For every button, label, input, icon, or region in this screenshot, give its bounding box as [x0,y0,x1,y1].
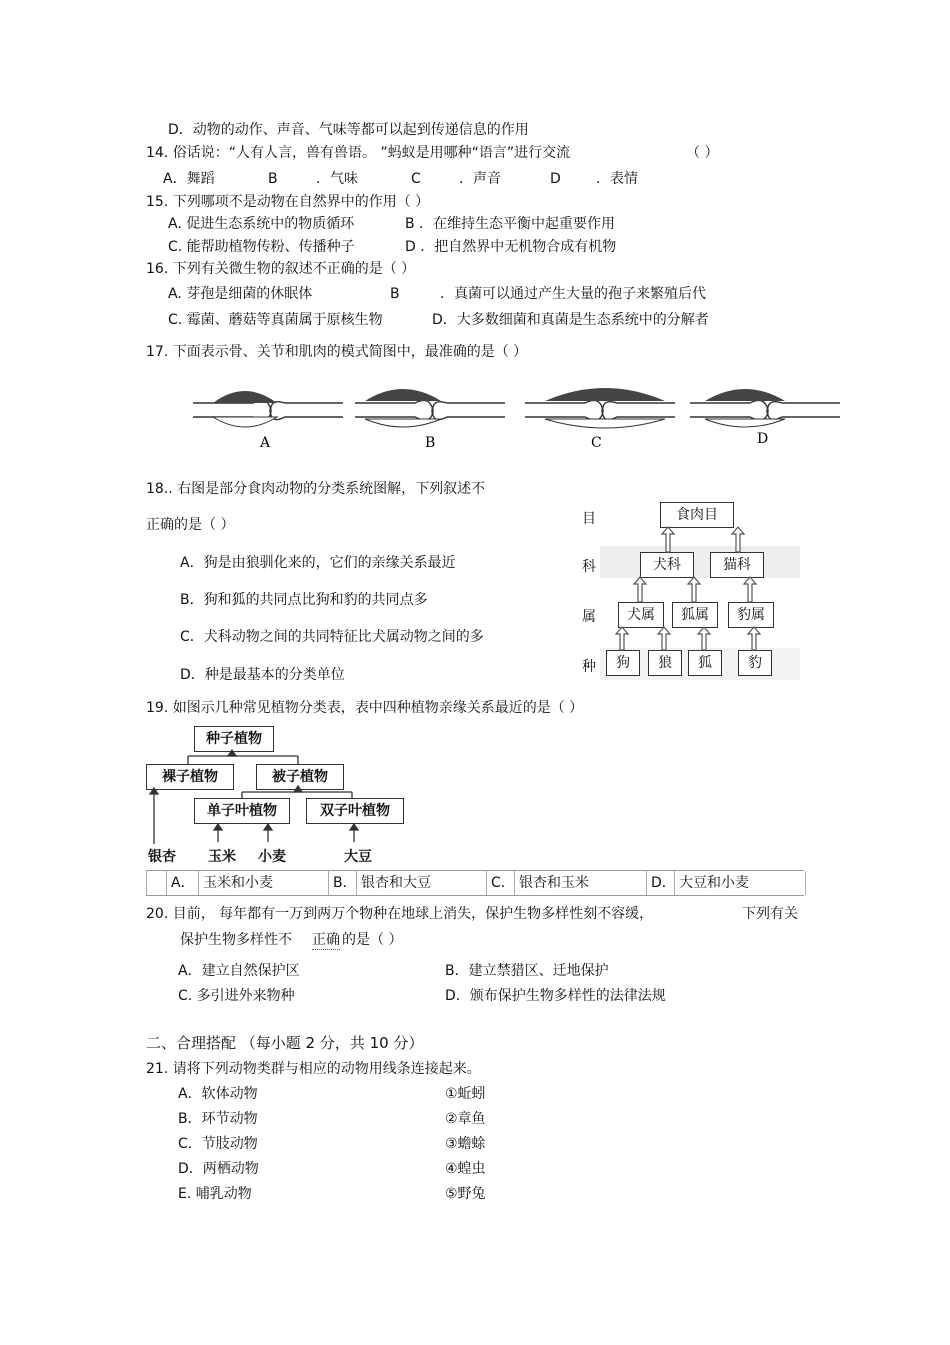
q17-diagram-a [193,391,343,451]
q18-species-dog: 狗 [606,650,640,676]
q17-diagram-b [355,389,505,451]
q18-stem-line1: 18.. 右图是部分食肉动物的分类系统图解，下列叙述不 [146,481,486,497]
q16-option-d: D．大多数细菌和真菌是生态系统中的分解者 [432,312,709,328]
q20-stem-line2a: 保护生物多样性不 [180,932,292,948]
q18-species-wolf: 狼 [648,650,682,676]
q21-left-b: B．环节动物 [178,1111,258,1127]
q21-right-1: ①蚯蚓 [445,1086,486,1102]
q17-label-c: C [591,435,602,451]
q18-stem-line2: 正确的是（ ） [146,517,235,533]
q19-option-b: 银杏和大豆 [356,871,487,895]
q16-option-a: A. 芽孢是细菌的休眠体 [168,286,313,302]
q19-plant-diagram [146,724,416,866]
q17-figure [185,375,845,455]
q21-stem: 21. 请将下列动物类群与相应的动物用线条连接起来。 [146,1061,481,1077]
q20-option-b: B．建立禁猎区、迁地保护 [445,963,609,979]
q17-label-d: D [757,431,769,447]
q19-stem: 19. 如图示几种常见植物分类表，表中四种植物亲缘关系最近的是（ ） [146,700,584,716]
q15-option-b: B ．在维持生态平衡中起重要作用 [405,216,616,232]
q19-option-c-letter: C． [486,871,519,895]
q19-box-seed-plants: 种子植物 [194,726,274,752]
q18-order-box: 食肉目 [660,502,734,528]
q19-box-monocots: 单子叶植物 [194,798,290,824]
q14-option-b: ．气味 [316,171,358,187]
q18-option-b: B．狗和狐的共同点比狗和豹的共同点多 [180,592,428,608]
q19-box-dicots: 双子叶植物 [306,798,404,824]
q19-diagram-arrows [146,724,416,866]
q19-option-c: 银杏和玉米 [514,871,647,895]
q17-stem: 17. 下面表示骨、关节和肌肉的模式简图中，最准确的是（ ） [146,344,528,360]
q18-rank-family: 科 [582,559,596,575]
q16-option-c: C. 霉菌、蘑菇等真菌属于原核生物 [168,312,383,328]
q14-option-d-letter: D [550,171,561,187]
q18-species-leopard: 豹 [738,650,772,676]
q19-option-d-letter: D． [646,871,677,895]
q18-rank-genus: 属 [582,609,596,625]
q14-option-c: ．声音 [459,171,501,187]
q16-option-b: ．真菌可以通过产生大量的孢子来繁殖后代 [440,286,706,302]
q18-family-canidae: 犬科 [640,552,694,578]
q18-genus-vulpes: 狐属 [672,602,718,628]
q15-option-a: A. 促进生态系统中的物质循环 [168,216,355,232]
q18-option-a: A．狗是由狼驯化来的，它们的亲缘关系最近 [180,555,456,571]
q19-box-gymnosperms: 裸子植物 [146,764,234,790]
q20-stem-line1: 20. 目前， 每年都有一万到两万个物种在地球上消失，保护生物多样性刻不容缓， [146,906,654,922]
q20-stem-emphasis: 正确 [312,932,340,948]
q18-rank-order: 目 [582,511,596,527]
q20-option-c: C. 多引进外来物种 [178,988,295,1004]
q21-right-3: ③蟾蜍 [445,1136,486,1152]
q19-options-row [146,870,804,896]
q19-box-angiosperms: 被子植物 [256,764,344,790]
q20-stem-line2c: 的是（ ） [342,932,403,948]
q19-plant-soybean: 大豆 [344,849,372,865]
q14-option-b-letter: B [268,171,278,187]
q19-plant-corn: 玉米 [208,849,236,865]
q21-right-2: ②章鱼 [445,1111,486,1127]
q15-stem: 15. 下列哪项不是动物在自然界中的作用（ ） [146,194,430,210]
q19-option-a-letter: A． [166,871,199,895]
q21-left-d: D．两栖动物 [178,1161,259,1177]
q18-rank-species: 种 [582,659,596,675]
q16-option-b-letter: B [390,286,400,302]
q18-species-fox: 狐 [688,650,722,676]
q19-option-a: 玉米和小麦 [198,871,329,895]
q18-genus-canis: 犬属 [618,602,664,628]
q19-plant-ginkgo: 银杏 [148,849,176,865]
q19-option-b-letter: B． [328,871,361,895]
q14-option-d: ．表情 [596,171,638,187]
q15-option-d: D ．把自然界中无机物合成有机物 [405,239,617,255]
q21-left-c: C．节肢动物 [178,1136,258,1152]
q20-stem-line1-end: 下列有关 [742,906,798,922]
q17-label-b: B [425,435,436,451]
q20-option-a: A．建立自然保护区 [178,963,300,979]
q21-left-e: E. 哺乳动物 [178,1186,252,1202]
q18-option-c: C．犬科动物之间的共同特征比犬属动物之间的多 [180,629,484,645]
q21-right-5: ⑤野兔 [445,1186,486,1202]
q18-diagram-arrows [572,498,800,683]
q17-label-a: A [260,435,271,451]
q18-option-d: D．种是最基本的分类单位 [180,667,345,683]
q18-genus-panthera: 豹属 [728,602,774,628]
q18-family-felidae: 猫科 [710,552,764,578]
q19-option-d: 大豆和小麦 [674,871,806,895]
q18-classification-diagram [572,498,800,683]
q21-left-a: A．软体动物 [178,1086,258,1102]
q19-plant-wheat: 小麦 [258,849,286,865]
q17-diagram-d [690,389,840,447]
q21-right-4: ④蝗虫 [445,1161,486,1177]
q14-stem: 14. 俗话说：“人有人言，兽有兽语。 ”蚂蚁是用哪种“语言”进行交流 [146,145,571,161]
q16-stem: 16. 下列有关微生物的叙述不正确的是（ ） [146,261,416,277]
q13-option-d: D．动物的动作、声音、气味等都可以起到传递信息的作用 [168,122,529,138]
q15-option-c: C. 能帮助植物传粉、传播种子 [168,239,355,255]
q14-option-a: A．舞蹈 [163,171,215,187]
q17-diagram-c [525,388,675,451]
section2-title: 二、合理搭配 （每小题 2 分，共 10 分） [146,1034,424,1052]
q14-answer-paren: （ ） [686,145,719,161]
q14-option-c-letter: C [411,171,421,187]
q20-option-d: D．颁布保护生物多样性的法律法规 [445,988,666,1004]
